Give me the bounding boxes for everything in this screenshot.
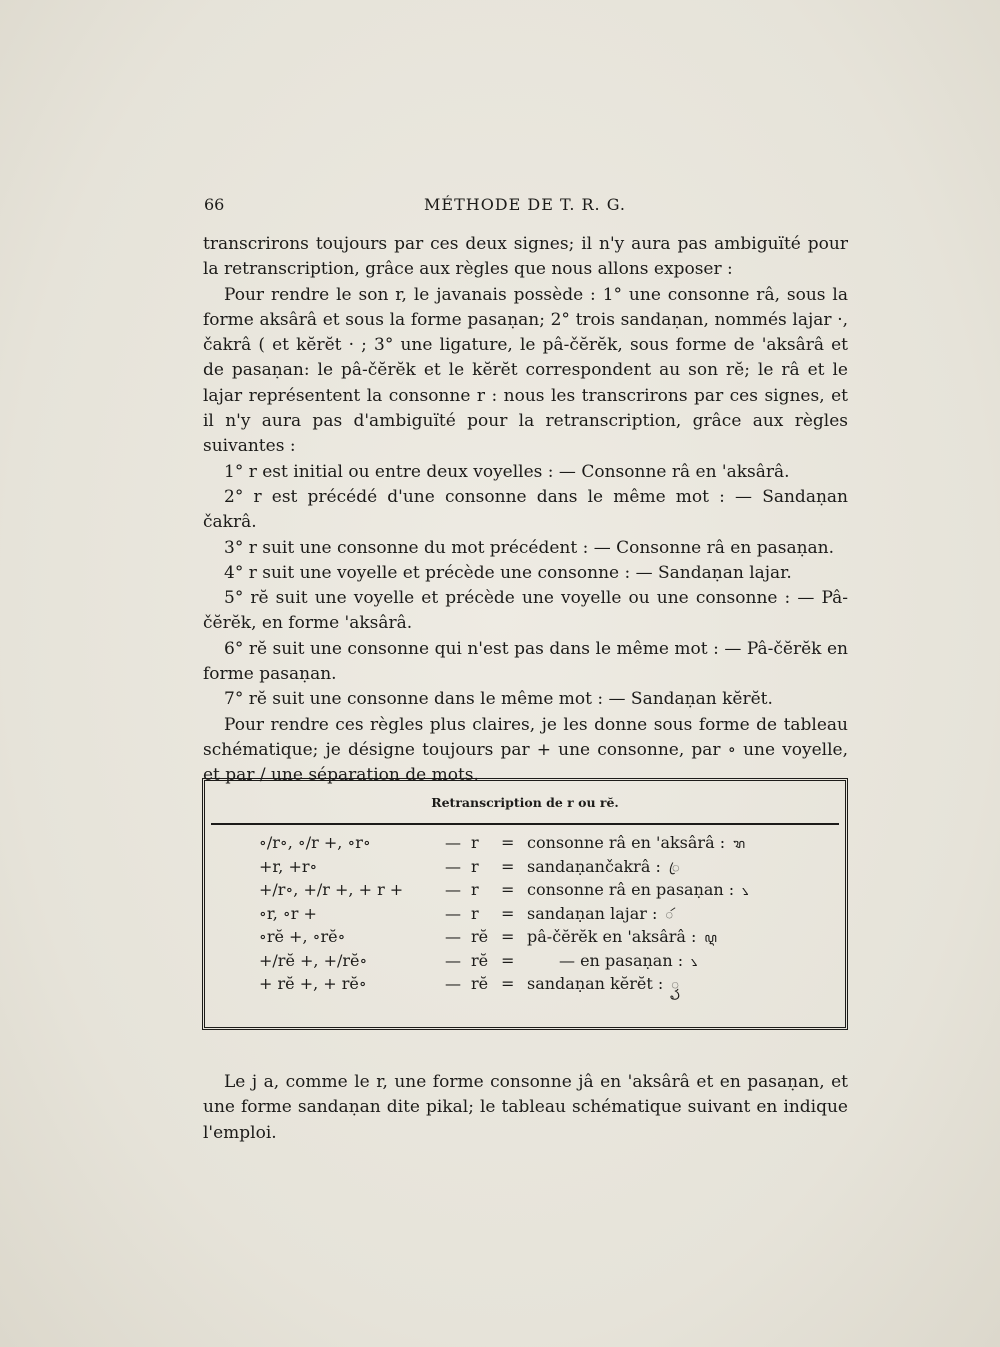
rule-4: 4° r suit une voyelle et précède une consonne : — Sandaṇan lajar. (224, 562, 792, 583)
pattern-cell: ∘r, ∘r + (259, 903, 317, 923)
equals-cell: = (501, 880, 515, 899)
paragraph-r-sound: Pour rendre le son r, le javanais possède : 1° une consonne râ, sous la forme aksârâ et sous la forme pasaṇan; 2° trois sandaṇan, nommés lajar ·, čakrâ ( et kĕrĕt · ; 3° une ligature, le pâ-čĕrĕk, sous forme de 'aksârâ et de pasaṇan: le pâ-čĕrĕk et le kĕrĕt correspondent au son rĕ; le râ et le lajar représentent la consonne r : nous les transcrirons par ces signes, et il n'y aura pas d'ambiguïté pour la retranscription, grâce aux règles suivantes : (203, 284, 848, 457)
pattern-cell: ∘rĕ +, ∘rĕ∘ (259, 927, 346, 946)
equals-cell: = (501, 903, 515, 923)
symbol-cell: r (471, 880, 479, 899)
closing-text (203, 1070, 848, 1146)
description-text: consonne râ en 'aksârâ : (527, 833, 726, 852)
equals-cell: = (501, 856, 515, 876)
body-text (203, 232, 848, 789)
page-number: 66 (204, 195, 225, 214)
paragraph-schema: Pour rendre ces règles plus claires, je les donne sous forme de tableau schématique; je désigne toujours par + une consonne, par ∘ une voyelle, et par / une séparation de mots. (203, 714, 848, 786)
rule-7: 7° rĕ suit une consonne dans le même mot : — Sandaṇan kĕrĕt. (224, 689, 773, 710)
dash-cell: — (445, 833, 461, 852)
table-row (259, 927, 839, 951)
description-text: sandaṇan lajar : (527, 903, 658, 923)
description-text: sandaṇančakrâ : (527, 856, 661, 876)
running-title: MÉTHODE DE T. R. G. (424, 195, 626, 214)
symbol-cell: rĕ (471, 950, 489, 970)
equals-cell: = (501, 833, 515, 852)
symbol-cell: rĕ (471, 927, 489, 946)
equals-cell: = (501, 927, 515, 946)
table-row (259, 904, 839, 928)
dash-cell: — (445, 927, 461, 946)
dash-cell: — (445, 903, 461, 923)
javanese-glyph-icon: ꧈ (691, 954, 698, 970)
description-text: — en pasaṇan : (559, 950, 684, 970)
pattern-cell: +/r∘, +/r +, + r + (259, 880, 404, 899)
table-body (259, 833, 839, 998)
table-row (259, 857, 839, 881)
dash-cell: — (445, 950, 461, 970)
equals-cell: = (501, 950, 515, 970)
table-row (259, 951, 839, 975)
pattern-cell: + rĕ +, + rĕ∘ (259, 974, 367, 993)
rule-3: 3° r suit une consonne du mot précédent : — Consonne râ en pasaṇan. (224, 537, 835, 558)
javanese-glyph-icon: ꧈ (742, 884, 749, 899)
dash-cell: — (445, 880, 461, 899)
table-row (259, 880, 839, 904)
dash-cell: — (445, 856, 461, 876)
rule-2: 2° r est précédé d'une consonne dans le même mot : — Sandaṇan čakrâ. (203, 486, 848, 533)
description-text: pâ-čĕrĕk en 'aksârâ : (527, 927, 697, 946)
javanese-glyph-icon: ꦿ (668, 860, 680, 876)
table-divider (211, 823, 839, 825)
javanese-glyph-icon: ꦫ (733, 837, 745, 852)
pattern-cell: +r, +r∘ (259, 856, 318, 876)
symbol-cell: r (471, 833, 479, 852)
javanese-glyph-icon: ꦂ (665, 907, 674, 923)
table-title: Retranscription de r ou rĕ. (431, 795, 619, 810)
description-cell (527, 974, 679, 1001)
page-header (204, 195, 846, 221)
description-text: sandaṇan kĕrĕt : (527, 974, 664, 993)
rule-5: 5° rĕ suit une voyelle et précède une voyelle ou une consonne : — Pâ-čĕrĕk, en forme 'aksârâ. (203, 588, 848, 634)
symbol-cell: r (471, 856, 479, 876)
javanese-glyph-icon: ꦽ (671, 978, 679, 993)
rule-1: 1° r est initial ou entre deux voyelles : — Consonne râ en 'aksârâ. (224, 461, 790, 482)
retranscription-table (202, 778, 848, 1030)
symbol-cell: r (471, 903, 479, 923)
pattern-cell: ∘/r∘, ∘/r +, ∘r∘ (259, 833, 371, 852)
pattern-cell: +/rĕ +, +/rĕ∘ (259, 950, 368, 970)
paragraph-j: Le j a, comme le r, une forme consonne jâ en 'aksârâ et en pasaṇan, et une forme sandaṇan dite pikal; le tableau schématique suivant en indique l'emploi. (203, 1072, 848, 1143)
equals-cell: = (501, 974, 515, 993)
dash-cell: — (445, 974, 461, 993)
rule-6: 6° rĕ suit une consonne qui n'est pas dans le même mot : — Pâ-čĕrĕk en forme pasaṇan. (203, 638, 848, 685)
paragraph-continuation: transcrirons toujours par ces deux signes; il n'y aura pas ambiguïté pour la retranscription, grâce aux règles que nous allons exposer : (203, 234, 848, 280)
description-text: consonne râ en pasaṇan : (527, 880, 735, 899)
javanese-glyph-icon: ꦉ (704, 931, 717, 946)
table-row (259, 833, 839, 857)
table-row (259, 974, 839, 998)
symbol-cell: rĕ (471, 974, 489, 993)
